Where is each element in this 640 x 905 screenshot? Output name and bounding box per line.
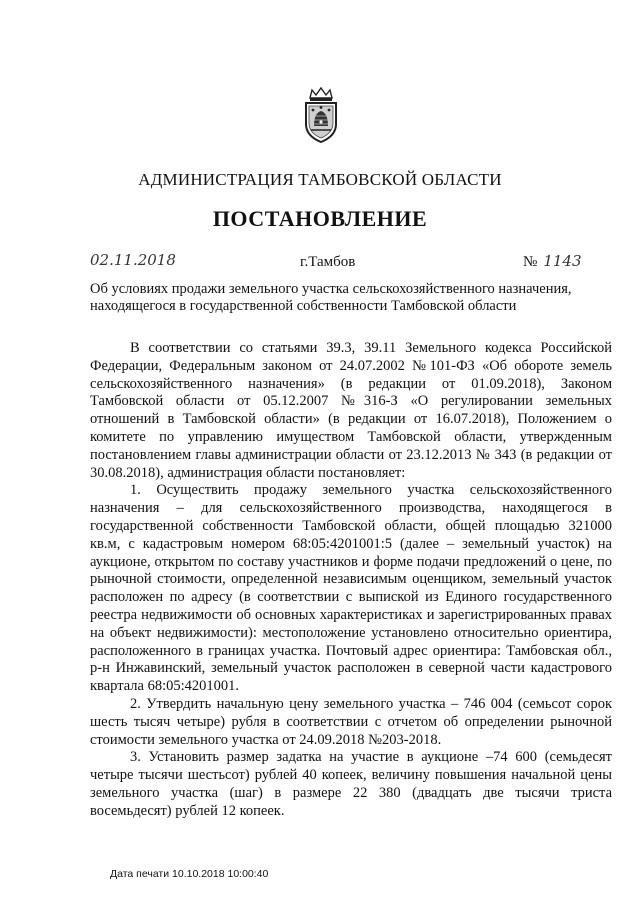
document-number-value: 1143 — [543, 252, 582, 270]
document-body — [90, 340, 612, 821]
preamble-paragraph: В соответствии со статьями 39.3, 39.11 Земельного кодекса Российской Федерации, Федеральным законом от 24.07.2002 №101-ФЗ «Об обороте земель сельскохозяйственного назначения» (в редакции от 01.09.2018), Законом Тамбовской области от 05.12.2007 №316-З «О регулировании земельных отношений в Тамбовской области» (в редакции от 16.07.2018), Положением о комитете по управлению имуществом Тамбовской области, утвержденным постановлением главы администрации области от 23.12.2013 № 343 (в редакции от 30.08.2018), администрация области постановляет: — [90, 340, 612, 481]
clause-2-paragraph: 2. Утвердить начальную цену земельного участка – 746 004 (семьсот сорок шесть тысяч четыре) рубля в соответствии с отчетом об определении рыночной стоимости земельного участка от 24.09.2018 №203-2018. — [90, 695, 612, 748]
clause-3-paragraph: 3. Установить размер задатка на участие в аукционе –74 600 (семьдесят четыре тысячи шестьсот) рублей 40 копеек, величину повышения начальной цены земельного участка (шаг) в размере 22 380 (двадцать две тысячи триста восемьдесят) рублей 12 копеек. — [90, 749, 612, 819]
document-subject: Об условиях продажи земельного участка сельскохозяйственного назначения, находящегося в государственной собственности Тамбовской области — [90, 281, 572, 314]
document-number — [523, 252, 582, 271]
organization-name: АДМИНИСТРАЦИЯ ТАМБОВСКОЙ ОБЛАСТИ — [138, 170, 502, 189]
tambov-coat-of-arms-icon — [298, 86, 344, 144]
document-date: 02.11.2018 — [90, 251, 176, 269]
print-date-footer: Дата печати 10.10.2018 10:00:40 — [110, 868, 269, 880]
clause-1-paragraph: 1. Осуществить продажу земельного участка сельскохозяйственного назначения – для сельскохозяйственного производства, находящегося в государственной собственности Тамбовской области, общей площадью 321000 кв.м, с кадастровым номером 68:05:4201001:5 (далее – земельный участок) на аукционе, открытом по составу участников и форме подачи предложений о цене, по рыночной стоимости, определенной независимым оценщиком, земельный участок расположен по адресу (в соответствии с выпиской из Единого государственного реестра недвижимости об основных характеристиках и зарегистрированных правах на объект недвижимости): местоположение установлено относительно ориентира, расположенного в границах участка. Почтовый адрес ориентира: Тамбовская обл., р-н Инжавинский, земельный участок расположен в северной части кадастрового квартала 68:05:4201001. — [90, 482, 612, 695]
document-city: г.Тамбов — [300, 254, 356, 270]
document-number-prefix: № — [523, 254, 538, 270]
document-type-title: ПОСТАНОВЛЕНИЕ — [212, 206, 428, 231]
